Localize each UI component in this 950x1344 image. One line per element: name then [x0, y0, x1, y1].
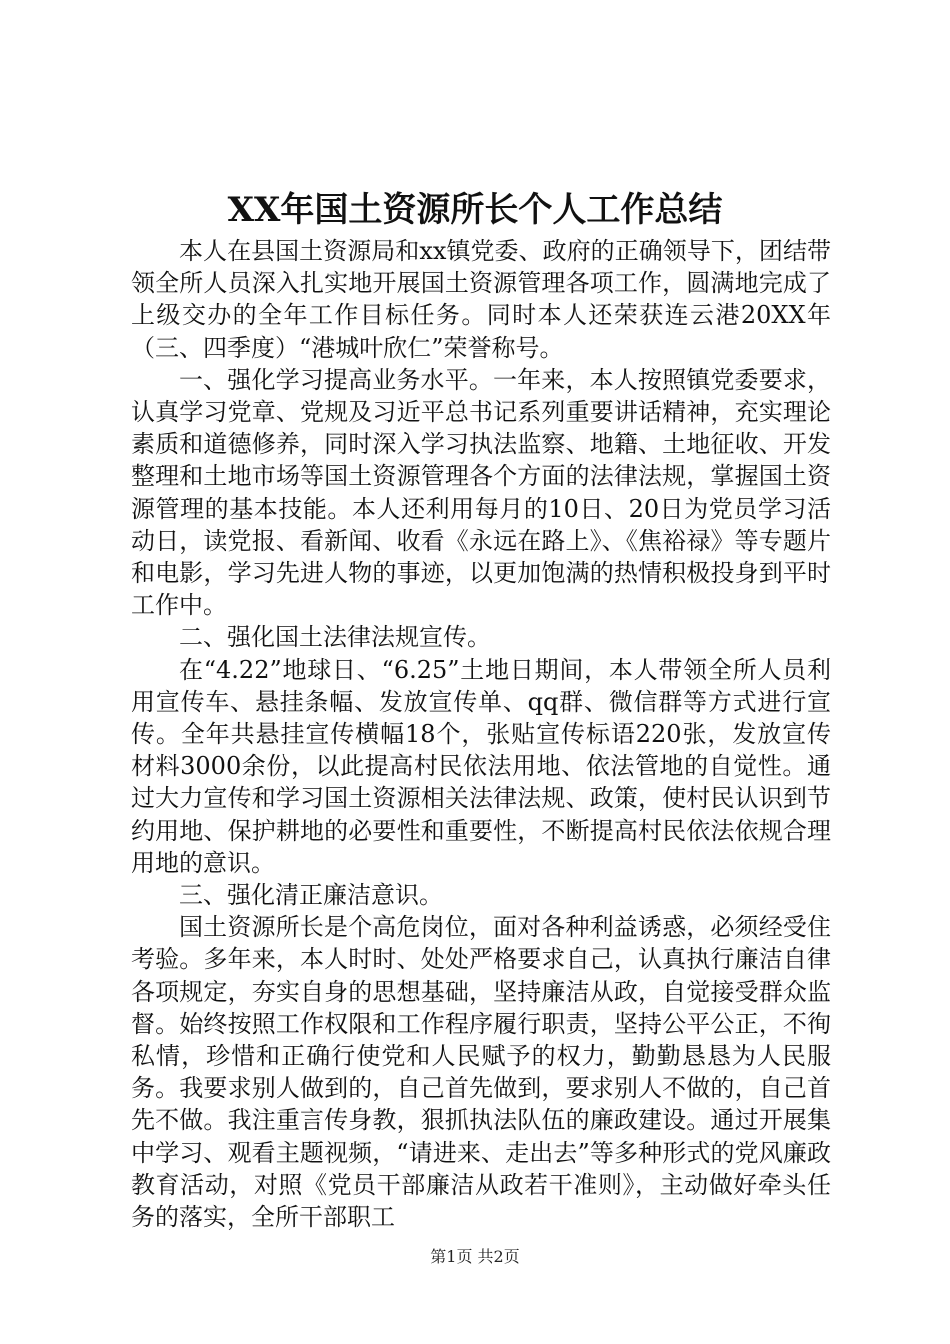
page-footer: 第1页 共2页 — [430, 1247, 520, 1266]
section-two-paragraph: 在“4.22”地球日、“6.25”土地日期间，本人带领全所人员利用宣传车、悬挂条幅、发放宣传单、qq群、微信群等方式进行宣传。全年共悬挂宣传横幅18个，张贴宣传标语220张，发放宣传材料3000余份，以此提高村民依法用地、依法管地的自觉性。通过大力宣传和学习国土资源相关法律法规、政策，使村民认识到节约用地、保护耕地的必要性和重要性，不断提高村民依法依规合理用地的意识。 — [131, 655, 831, 877]
intro-paragraph: 本人在县国土资源局和xx镇党委、政府的正确领导下，团结带领全所人员深入扎实地开展国土资源管理各项工作，圆满地完成了上级交办的全年工作目标任务。同时本人还荣获连云港20XX年（三、四季度）“港城叶欣仁”荣誉称号。 — [131, 237, 831, 362]
section-three-heading: 三、强化清正廉洁意识。 — [179, 881, 443, 910]
section-one-paragraph: 一、强化学习提高业务水平。一年来，本人按照镇党委要求，认真学习党章、党规及习近平总书记系列重要讲话精神，充实理论素质和道德修养，同时深入学习执法监察、地籍、土地征收、开发整理和土地市场等国土资源管理各个方面的法律法规，掌握国土资源管理的基本技能。本人还利用每月的10日、20日为党员学习活动日，读党报、看新闻、收看《永远在路上》、《焦裕禄》等专题片和电影，学习先进人物的事迹，以更加饱满的热情积极投身到平时工作中。 — [131, 365, 831, 620]
section-two-heading: 二、强化国土法律法规宣传。 — [179, 623, 491, 652]
document-title: XX年国土资源所长个人工作总结 — [227, 190, 723, 230]
document-body — [131, 235, 831, 1233]
section-three-paragraph: 国土资源所长是个高危岗位，面对各种利益诱惑，必须经受住考验。多年来，本人时时、处处严格要求自己，认真执行廉洁自律各项规定，夯实自身的思想基础，坚持廉洁从政，自觉接受群众监督。始终按照工作权限和工作程序履行职责，坚持公平公正，不徇私情，珍惜和正确行使党和人民赋予的权力，勤勤恳恳为人民服务。我要求别人做到的，自己首先做到，要求别人不做的，自己首先不做。我注重言传身教，狠抓执法队伍的廉政建设。通过开展集中学习、观看主题视频，“请进来、走出去”等多种形式的党风廉政教育活动，对照《党员干部廉洁从政若干准则》，主动做好牵头任务的落实，全所干部职工 — [131, 913, 831, 1232]
